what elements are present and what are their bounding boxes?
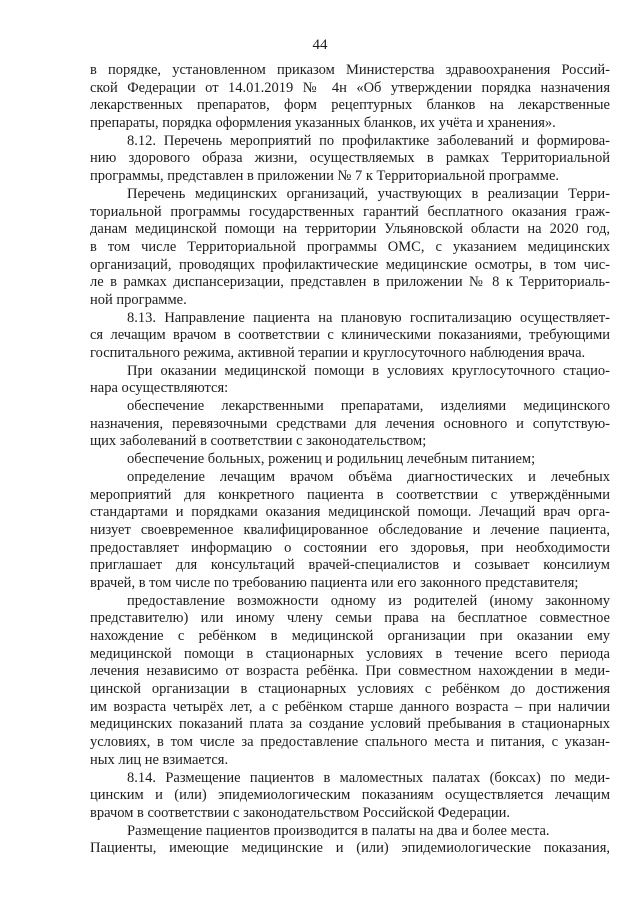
text-line: цинским и (или) эпидемиологическим показаниям осуществляется лечащим [90, 787, 610, 804]
text-line: ториальной программы государственных гарантий бесплатного оказания граж- [90, 203, 610, 220]
text-line: представителю) или иному члену семьи права на бесплатное совместное [90, 610, 610, 627]
text-line: ных лиц не взимается. [90, 751, 229, 768]
text-line: низует своевременное квалифицированное обследование и лечение пациента, [90, 521, 610, 538]
text-line: Перечень медицинских организаций, участвующих в реализации Терри- [127, 185, 610, 202]
text-line: в порядке, установленном приказом Министерства здравоохранения Россий- [90, 62, 610, 78]
text-line: ской Федерации от 14.01.2019 № 4н «Об утверждении порядка назначения [90, 79, 610, 96]
text-line: 8.14. Размещение пациентов в маломестных палатах (боксах) по меди- [127, 769, 610, 786]
text-line: нара осуществляются: [90, 380, 229, 397]
text-line: врачей, в том числе по требованию пациента или его законного представителя; [90, 574, 579, 591]
text-line: данам медицинской помощи на территории Ульяновской области на 2020 год, [90, 221, 610, 238]
text-line: обеспечение лекарственными препаратами, изделиями медицинского [127, 398, 610, 415]
text-line: определение лечащим врачом объёма диагностических и лечебных [127, 468, 610, 485]
text-line: программы, представлен в приложении № 7 к Территориальной программе. [90, 168, 560, 185]
page-number: 44 [312, 37, 328, 53]
text-line: условиях, в том числе за предоставление спального места и питания, с указан- [90, 734, 610, 751]
text-line: цинской организации в стационарных условиях с ребёнком до достижения [90, 681, 610, 698]
text-line: в том числе Территориальной программы ОМС, с указанием медицинских [90, 238, 610, 255]
text-line: нию здорового образа жизни, осуществляемых в рамках Территориальной [90, 150, 610, 167]
text-line: предоставление возможности одному из родителей (иному законному [127, 592, 610, 609]
text-line: медицинских показаний плата за создание условий пребывания в стационарных [90, 716, 610, 733]
text-line: щих заболеваний в соответствии с законодательством; [90, 433, 427, 450]
text-line: врачом в соответствии с законодательством Российской Федерации. [90, 804, 510, 821]
text-line: медицинской помощи в стационарных условиях в течение всего периода [90, 645, 610, 662]
text-line: Пациенты, имеющие медицинские и (или) эпидемиологические показания, [90, 840, 610, 857]
text-line: ле в рамках диспансеризации, представлен в приложении № 8 к Территориаль- [90, 274, 610, 291]
text-line: организаций, проводящих профилактические медицинские осмотры, в том чис- [90, 256, 610, 273]
text-line: стандартами и порядками оказания медицинской помощи. Лечащий врач орга- [90, 504, 610, 521]
text-line: лекарственных препаратов, форм рецептурных бланков на лекарственные [90, 97, 610, 114]
text-line: ся лечащим врачом в соответствии с клиническими показаниями, требующими [90, 327, 610, 344]
text-line: нахождение с ребёнком в медицинской организации при оказании ему [90, 628, 610, 644]
text-line: 8.13. Направление пациента на плановую госпитализацию осуществляет- [127, 309, 610, 326]
text-line: препараты, порядка оформления указанных бланков, их учёта и хранения». [90, 115, 556, 132]
text-line: госпитального режима, активной терапии и круглосуточного наблюдения врача. [90, 345, 586, 361]
text-line: лечения независимо от возраста ребёнка. При совместном нахождении в меди- [90, 663, 610, 680]
text-line: им возраста четырёх лет, а с ребёнком старше данного возраста – при наличии [90, 698, 610, 715]
text-line: приглашает для консультаций врачей-специалистов и созывает консилиум [90, 557, 610, 574]
text-line: назначения, перевязочными средствами для лечения основного и сопутствую- [90, 415, 610, 432]
text-line: ной программе. [90, 291, 187, 308]
text-line: При оказании медицинской помощи в условиях круглосуточного стацио- [127, 362, 610, 379]
text-line: 8.12. Перечень мероприятий по профилактике заболеваний и формирова- [127, 132, 610, 149]
text-line: Размещение пациентов производится в палаты на два и более места. [127, 822, 550, 839]
text-line: мероприятий для конкретного пациента в соответствии с утверждёнными [90, 486, 610, 503]
text-line: обеспечение больных, рожениц и родильниц лечебным питанием; [127, 451, 536, 468]
document-body [90, 62, 610, 897]
text-line: предоставляет информацию о состоянии его здоровья, при необходимости [90, 539, 610, 556]
